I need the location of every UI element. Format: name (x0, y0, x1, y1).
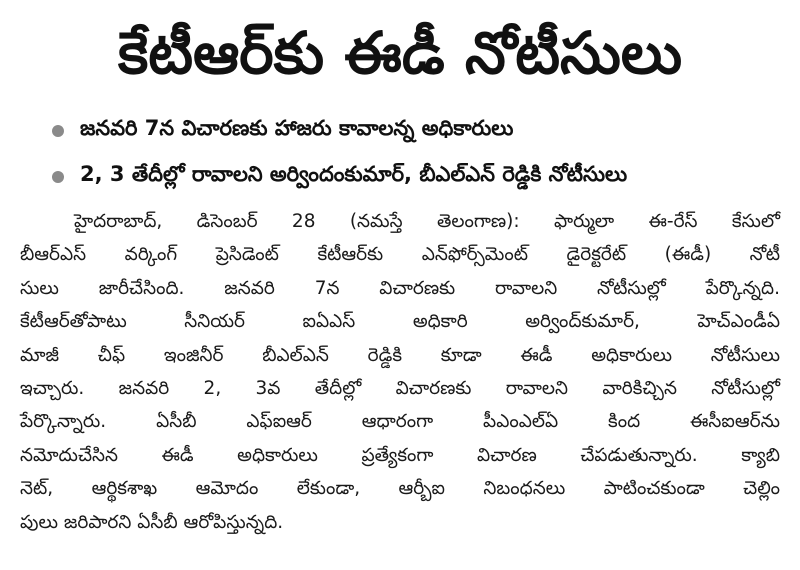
bullet-list (52, 108, 792, 200)
article-line: పులు జరిపారని ఏసీబీ ఆరోపిస్తున్నది. (20, 511, 284, 533)
bullet-item (52, 108, 792, 154)
bullet-text: జనవరి 7న విచారణకు హాజరు కావాలన్న అధికారులు (80, 116, 514, 140)
article-line: నెట్, ఆర్థికశాఖ ఆమోదం లేకుండా, ఆర్బీఐ నిబంధనలు పాటించకుండా చెల్లిం (20, 478, 780, 500)
headline: కేటీఆర్‌కు ఈడీ నోటీసులు (117, 19, 683, 87)
article-line: పేర్కొన్నారు. ఏసీబీ ఎఫ్ఐఆర్ ఆధారంగా పీఎంఎల్ఏ కింద ఈసీఐఆర్‌ను (20, 411, 780, 433)
article-line: బీఆర్ఎస్ వర్కింగ్ ప్రెసిడెంట్ కేటీఆర్‌కు ఎన్‌ఫోర్స్‌మెంట్ డైరెక్టరేట్ (ఈడీ) నోటీ (20, 244, 780, 266)
bullet-item (52, 154, 792, 200)
article-line: ఇచ్చారు. జనవరి 2, 3వ తేదీల్లో విచారణకు రావాలని వారికిచ్చిన నోటీసుల్లో (20, 377, 780, 399)
article-line: హైదరాబాద్, డిసెంబర్ 28 (నమస్తే తెలంగాణ): ఫార్ములా ఈ-రేస్ కేసులో (74, 211, 780, 232)
bullet-text: 2, 3 తేదీల్లో రావాలని అర్విందంకుమార్, బీఎల్ఎన్ రెడ్డికి నోటీసులు (80, 162, 628, 186)
article-line: కేటీఆర్‌తోపాటు సీనియర్ ఐఏఎస్ అధికారి అర్వింద్‌కుమార్, హెచ్ఎండీఏ (20, 311, 780, 333)
bullet-dot-icon (52, 171, 64, 183)
article-line: నమోదుచేసిన ఈడీ అధికారులు ప్రత్యేకంగా విచారణ చేపడుతున్నారు. క్యాబి (20, 444, 780, 466)
article-body (20, 205, 780, 539)
article-line: సులు జారీచేసింది. జనవరి 7న విచారణకు రావాలని నోటీసుల్లో పేర్కొన్నది. (20, 277, 780, 299)
article-line: మాజీ చీఫ్ ఇంజినీర్ బీఎల్ఎన్ రెడ్డికి కూడా ఈడీ అధికారులు నోటీసులు (20, 344, 780, 366)
bullet-dot-icon (52, 125, 64, 137)
